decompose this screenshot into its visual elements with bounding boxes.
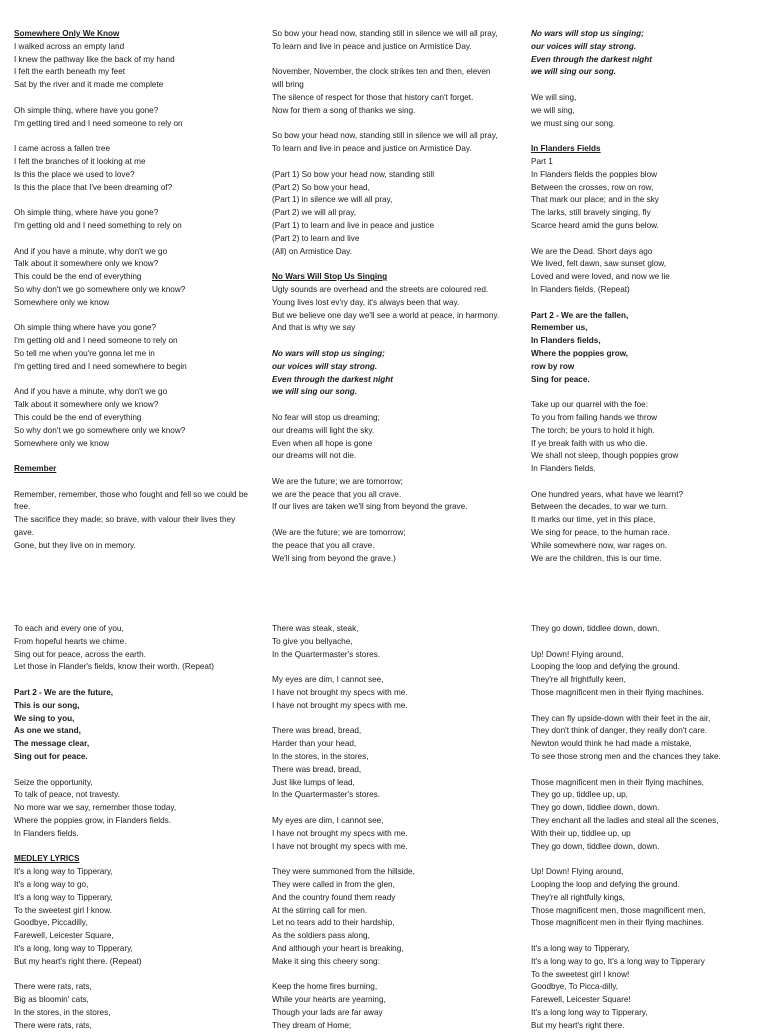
lyric-line: This is our song, <box>14 700 80 710</box>
lyric-line: And the country found them ready <box>272 892 396 902</box>
lyric-line: My eyes are dim, I cannot see, <box>272 815 384 825</box>
lyric-line: (All) on Armistice Day. <box>272 246 352 256</box>
blank-line <box>531 79 759 92</box>
blank-line <box>14 764 254 777</box>
lyric-line: I have not brought my specs with me. <box>272 828 408 838</box>
lyric-line: So why don't we go somewhere only we know? <box>14 284 186 294</box>
lyric-line: One hundred years, what have we learnt? <box>531 489 684 499</box>
lyric-line: To the sweetest girl I know. <box>14 905 112 915</box>
lyric-line: Part 1 <box>531 156 553 166</box>
lyric-line: There were rats, rats, <box>14 1020 92 1030</box>
lyric-line: It's a long way to Tipperary, <box>14 892 113 902</box>
lyric-line: From hopeful hearts we chime. <box>14 636 127 646</box>
lyric-line: Now for them a song of thanks we sing. <box>272 105 416 115</box>
lyric-line: To give you bellyache, <box>272 636 353 646</box>
lyric-line: In Flanders fields. <box>14 828 79 838</box>
lyric-line: In the stores, in the stores, <box>272 751 369 761</box>
lyric-line: Between the decades, to war we turn. <box>531 502 668 512</box>
lyric-line: Those magnificent men in their flying machines, <box>531 777 704 787</box>
lyric-line: And if you have a minute, why don't we go <box>14 387 168 397</box>
lyric-line: Farewell, Leicester Square! <box>531 995 631 1005</box>
lyric-line: (Part 1) in silence we will all pray, <box>272 195 393 205</box>
lyric-line: There was steak, steak, <box>272 624 359 633</box>
lyric-line: So why don't we go somewhere only we know? <box>14 425 186 435</box>
lyric-line: They go down, tiddlee down, down. <box>531 624 660 633</box>
lyric-line: Talk about it somewhere only we know? <box>14 400 159 410</box>
lyric-line: Sing for peace. <box>531 374 590 384</box>
blank-line <box>272 463 504 476</box>
lyric-line: To talk of peace, not travesty. <box>14 790 120 800</box>
lyric-line: In the Quartermaster's stores. <box>272 649 381 659</box>
lyric-line: (Part 1) So bow your head now, standing still <box>272 169 435 179</box>
lyric-line: They're all rightfully kings, <box>531 892 625 902</box>
lyric-line: In the stores, in the stores, <box>14 1007 111 1017</box>
lyric-line: While somewhere now, war rages on. <box>531 540 668 550</box>
lyric-line: our dreams will not die. <box>272 451 357 461</box>
blank-line <box>531 853 759 866</box>
blank-line <box>14 310 254 323</box>
lyric-line: To each and every one of you, <box>14 624 124 633</box>
page-1-column-2 <box>272 28 504 565</box>
lyric-line: Scarce heard amid the guns below. <box>531 220 659 230</box>
blank-line <box>14 674 254 687</box>
lyric-line: While your hearts are yearning, <box>272 995 386 1005</box>
lyric-line: Looping the loop and defying the ground. <box>531 662 680 672</box>
lyric-line: I felt the branches of it looking at me <box>14 156 146 166</box>
lyric-line: The torch; be yours to hold it high. <box>531 425 655 435</box>
lyric-line: It's a long way to go, It's a long way to Tipperary <box>531 956 705 966</box>
lyric-line: Looping the loop and defying the ground. <box>531 879 680 889</box>
lyric-line: I'm getting tired and I need somewhere to begin <box>14 361 187 371</box>
lyric-line: If ye break faith with us who die. <box>531 438 648 448</box>
lyric-line: Oh simple thing where have you gone? <box>14 323 157 333</box>
lyric-line: As one we stand, <box>14 726 81 736</box>
lyric-line: No fear will stop us dreaming; <box>272 412 380 422</box>
lyric-line: Remember, remember, those who fought and fell so we could be free. <box>14 489 248 512</box>
lyric-line: But my heart's right there. (Repeat) <box>14 956 142 966</box>
lyric-line: It marks our time, yet in this place, <box>531 515 656 525</box>
lyric-line: We will sing, <box>531 92 577 102</box>
lyric-line: the peace that you all crave. <box>272 540 375 550</box>
lyric-line: our voices will stay strong. <box>531 41 637 51</box>
lyric-line: So bow your head now, standing still in silence we will all pray, <box>272 29 498 38</box>
lyric-line: Gone, but they live on in memory. <box>14 540 136 550</box>
lyric-line: In the Quartermaster's stores. <box>272 790 381 800</box>
lyric-line: So tell me when you're gonna let me in <box>14 348 155 358</box>
page-2-column-1 <box>14 623 254 1033</box>
lyric-line: Is this the place that I've been dreaming of? <box>14 182 173 192</box>
lyric-line: our voices will stay strong. <box>272 361 378 371</box>
lyric-line: we will sing, <box>531 105 575 115</box>
blank-line <box>531 386 759 399</box>
blank-line <box>14 374 254 387</box>
lyric-line: Though your lads are far away <box>272 1007 383 1017</box>
lyric-line: Seize the opportunity, <box>14 777 93 787</box>
lyric-line: It's a long long way to Tipperary, <box>531 1007 648 1017</box>
lyric-line: Big as bloomin' cats, <box>14 995 89 1005</box>
lyric-line: In Flanders fields. (Repeat) <box>531 284 630 294</box>
lyric-line: Where the poppies grow, in Flanders fields. <box>14 815 172 825</box>
lyric-line: Even through the darkest night <box>531 54 653 64</box>
lyric-line: (We are the future; we are tomorrow; <box>272 528 406 538</box>
lyric-line: Up! Down! Flying around, <box>531 867 624 877</box>
lyric-line: Part 2 - We are the fallen, <box>531 310 629 320</box>
lyric-line: Even through the darkest night <box>272 374 394 384</box>
lyric-line: Farewell, Leicester Square, <box>14 931 114 941</box>
lyric-line: Is this the place we used to love? <box>14 169 135 179</box>
lyric-line: And that is why we say <box>272 323 356 333</box>
lyric-line: Those magnificent men in their flying machines. <box>531 687 704 697</box>
song-heading: MEDLEY LYRICS <box>14 854 80 864</box>
page-1-column-1 <box>14 28 254 553</box>
blank-line <box>14 233 254 246</box>
blank-line <box>531 700 759 713</box>
lyric-line: There were rats, rats, <box>14 982 92 992</box>
lyric-line: (Part 2) to learn and live <box>272 233 360 243</box>
lyric-line: With their up, tiddlee up, up <box>531 828 631 838</box>
lyric-line: Somewhere only we know <box>14 297 110 307</box>
lyric-line: We'll sing from beyond the grave.) <box>272 553 396 563</box>
blank-line <box>272 258 504 271</box>
blank-line <box>531 476 759 489</box>
lyric-line: No wars will stop us singing; <box>272 348 385 358</box>
song-heading: Remember <box>14 464 57 474</box>
blank-line <box>272 713 504 726</box>
blank-line <box>272 661 504 674</box>
blank-line <box>531 930 759 943</box>
lyric-line: But my heart's right there. <box>531 1020 625 1030</box>
lyric-line: They enchant all the ladies and steal all the scenes, <box>531 815 719 825</box>
lyric-line: Sing out for peace, across the earth. <box>14 649 146 659</box>
lyric-line: we will sing our song. <box>531 67 617 77</box>
lyric-line: We sing for peace, to the human race. <box>531 528 670 538</box>
lyric-line: Goodbye, Piccadilly, <box>14 918 88 928</box>
lyric-line: November, November, the clock strikes ten and then, eleven will bring <box>272 67 491 90</box>
blank-line <box>14 194 254 207</box>
song-heading: No Wars Will Stop Us Singing <box>272 272 388 282</box>
lyric-line: I'm getting old and I need someone to rely on <box>14 336 178 346</box>
lyric-line: To learn and live in peace and justice on Armistice Day. <box>272 144 472 154</box>
lyric-line: So bow your head now, standing still in silence we will all pray, <box>272 131 498 141</box>
blank-line <box>272 969 504 982</box>
lyric-line: Where the poppies grow, <box>531 348 629 358</box>
lyric-line: It's a long, long way to Tipperary, <box>14 943 133 953</box>
lyric-line: We are the future; we are tomorrow; <box>272 476 403 486</box>
lyric-line: Just like lumps of lead, <box>272 777 355 787</box>
lyric-line: It's a long way to Tipperary, <box>14 867 113 877</box>
lyric-line: Remember us, <box>531 323 588 333</box>
lyric-line: row by row <box>531 361 575 371</box>
lyric-line: We lived, felt dawn, saw sunset glow, <box>531 259 667 269</box>
lyric-line: There was bread, bread, <box>272 726 362 736</box>
lyric-line: I have not brought my specs with me. <box>272 841 408 851</box>
lyric-line: Up! Down! Flying around, <box>531 649 624 659</box>
blank-line <box>531 764 759 777</box>
lyric-line: We are the Dead. Short days ago <box>531 246 653 256</box>
lyric-line: They were called in from the glen, <box>272 879 395 889</box>
blank-line <box>14 130 254 143</box>
lyric-line: The message clear, <box>14 739 90 749</box>
blank-line <box>531 130 759 143</box>
blank-line <box>272 514 504 527</box>
lyric-line: There was bread, bread, <box>272 764 362 774</box>
lyric-line: we must sing our song. <box>531 118 616 128</box>
lyric-line: Newton would think he had made a mistake, <box>531 739 692 749</box>
lyric-line: Sat by the river and it made me complete <box>14 80 164 90</box>
lyric-line: The silence of respect for those that history can't forget. <box>272 92 474 102</box>
lyric-line: In Flanders fields the poppies blow <box>531 169 658 179</box>
lyric-line: I'm getting old and I need something to rely on <box>14 220 182 230</box>
lyric-line: Those magnificent men in their flying machines. <box>531 918 704 928</box>
lyric-line: I knew the pathway like the back of my hand <box>14 54 175 64</box>
lyric-line: (Part 1) to learn and live in peace and justice <box>272 220 435 230</box>
lyric-line: I have not brought my specs with me. <box>272 700 408 710</box>
lyric-line: No more war we say, remember those today, <box>14 803 177 813</box>
lyric-line: Oh simple thing, where have you gone? <box>14 105 159 115</box>
blank-line <box>272 802 504 815</box>
lyric-line: To the sweetest girl I know! <box>531 969 630 979</box>
lyric-line: They dream of Home; <box>272 1020 352 1030</box>
lyric-line: Goodbye, To Picca-dilly, <box>531 982 619 992</box>
lyric-line: Loved and were loved, and now we lie <box>531 272 670 282</box>
lyric-line: The larks, still bravely singing, fly <box>531 208 651 218</box>
lyric-line: The sacrifice they made; so brave, with valour their lives they gave. <box>14 515 236 538</box>
lyric-line: And although your heart is breaking, <box>272 943 404 953</box>
blank-line <box>14 969 254 982</box>
lyric-line: Between the crosses, row on row, <box>531 182 654 192</box>
song-heading: Somewhere Only We Know <box>14 29 120 38</box>
blank-line <box>272 335 504 348</box>
lyric-line: They go down, tiddlee down, down. <box>531 803 660 813</box>
lyric-line: It's a long way to go, <box>14 879 89 889</box>
blank-line <box>531 233 759 246</box>
lyric-line: Let no tears add to their hardship, <box>272 918 395 928</box>
lyric-line: It's a long way to Tipperary, <box>531 943 630 953</box>
lyric-line: Ugly sounds are overhead and the streets are coloured red. <box>272 284 489 294</box>
lyric-line: I walked across an empty land <box>14 41 125 51</box>
lyric-line: Sing out for peace. <box>14 751 88 761</box>
lyric-line: This could be the end of everything <box>14 272 142 282</box>
lyric-line: We shall not sleep, though poppies grow <box>531 451 679 461</box>
lyric-line: They're all frightfully keen, <box>531 675 626 685</box>
lyric-line: we will sing our song. <box>272 387 358 397</box>
lyric-line: Let those in Flander's fields, know their worth. (Repeat) <box>14 662 214 672</box>
lyric-line: My eyes are dim, I cannot see, <box>272 675 384 685</box>
blank-line <box>14 450 254 463</box>
page-1-column-3 <box>531 28 759 565</box>
lyric-line: They were summoned from the hillside, <box>272 867 415 877</box>
blank-line <box>14 841 254 854</box>
lyric-line: (Part 2) we will all pray, <box>272 208 357 218</box>
lyric-line: We sing to you, <box>14 713 75 723</box>
blank-line <box>531 297 759 310</box>
lyric-line: At the stirring call for men. <box>272 905 368 915</box>
lyric-line: They can fly upside-down with their feet in the air, <box>531 713 711 723</box>
lyric-line: In Flanders fields. <box>531 464 596 474</box>
lyric-line: Somewhere only we know <box>14 438 110 448</box>
lyric-line: And if you have a minute, why don't we go <box>14 246 168 256</box>
blank-line <box>272 399 504 412</box>
lyric-line: Oh simple thing, where have you gone? <box>14 208 159 218</box>
lyric-line: we are the peace that you all crave. <box>272 489 402 499</box>
lyric-line: They go down, tiddlee down, down. <box>531 841 660 851</box>
lyric-line: To learn and live in peace and justice on Armistice Day. <box>272 41 472 51</box>
lyric-line: No wars will stop us singing; <box>531 29 644 38</box>
lyric-line: (Part 2) So bow your head, <box>272 182 370 192</box>
lyric-line: In Flanders fields, <box>531 336 601 346</box>
lyric-line: Take up our quarrel with the foe: <box>531 400 648 410</box>
lyric-line: Even when all hope is gone <box>272 438 373 448</box>
blank-line <box>272 853 504 866</box>
lyric-line: Those magnificent men, those magnificent men, <box>531 905 706 915</box>
lyric-line: This could be the end of everything <box>14 412 142 422</box>
lyric-line: I felt the earth beneath my feet <box>14 67 126 77</box>
page-2-column-3 <box>531 623 759 1033</box>
lyric-line: We are the children, this is our time. <box>531 553 662 563</box>
blank-line <box>272 118 504 131</box>
blank-line <box>272 54 504 67</box>
lyric-line: Make it sing this cheery song: <box>272 956 380 966</box>
blank-line <box>272 156 504 169</box>
lyric-line: To see those strong men and the chances they take. <box>531 751 721 761</box>
lyric-line: Harder than your head, <box>272 739 357 749</box>
lyric-line: Young lives lost ev'ry day, it's always been that way. <box>272 297 460 307</box>
lyric-line: I came across a fallen tree <box>14 144 111 154</box>
lyric-line: our dreams will light the sky. <box>272 425 375 435</box>
blank-line <box>14 476 254 489</box>
lyric-line: They don't think of danger, they really don't care. <box>531 726 708 736</box>
song-heading: In Flanders Fields <box>531 144 601 154</box>
page-2-column-2 <box>272 623 504 1033</box>
lyric-line: To you from failing hands we throw <box>531 412 658 422</box>
lyric-line: That mark our place; and in the sky <box>531 195 659 205</box>
lyric-line: Keep the home fires burning, <box>272 982 378 992</box>
lyric-line: But we believe one day we'll see a world at peace, in harmony. <box>272 310 500 320</box>
blank-line <box>531 636 759 649</box>
lyric-line: Part 2 - We are the future, <box>14 687 114 697</box>
blank-line <box>14 92 254 105</box>
lyric-line: They go up, tiddlee up, up, <box>531 790 628 800</box>
lyric-line: If our lives are taken we'll sing from beyond the grave. <box>272 502 468 512</box>
lyric-line: I have not brought my specs with me. <box>272 687 408 697</box>
lyric-line: Talk about it somewhere only we know? <box>14 259 159 269</box>
lyric-line: I'm getting tired and I need someone to rely on <box>14 118 183 128</box>
lyric-line: As the soldiers pass along, <box>272 931 370 941</box>
